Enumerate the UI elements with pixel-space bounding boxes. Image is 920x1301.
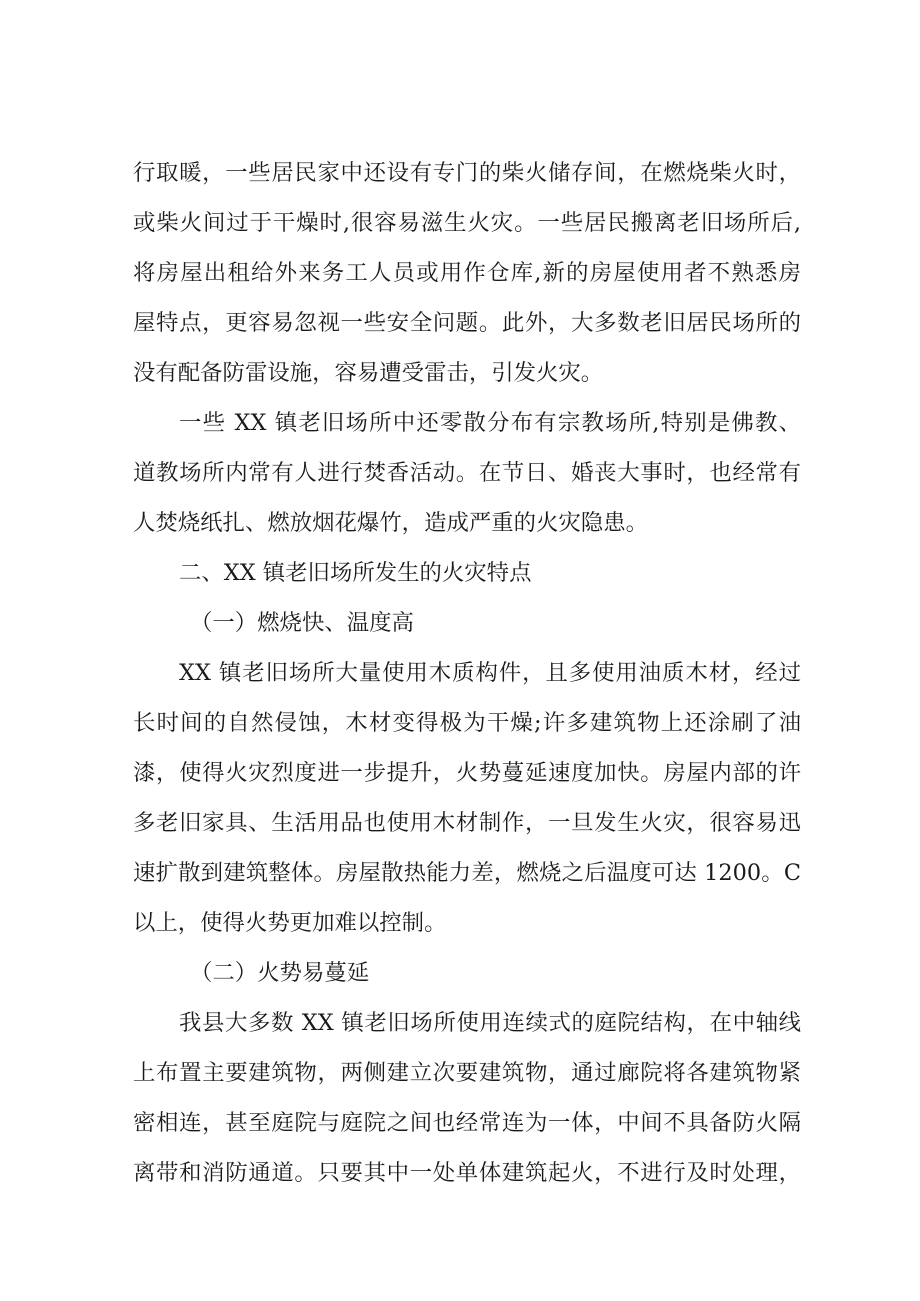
paragraph-line: 我县大多数 XX 镇老旧场所使用连续式的庭院结构，在中轴线 (179, 1010, 801, 1036)
paragraph-line: 道教场所内常有人进行焚香活动。在节日、婚丧大事时，也经常有 (133, 460, 801, 486)
paragraph-line: 密相连，甚至庭院与庭院之间也经常连为一体，中间不具备防火隔 (133, 1110, 801, 1136)
paragraph-line: 离带和消防通道。只要其中一处单体建筑起火，不进行及时处理， (133, 1160, 801, 1186)
paragraph-line: 人焚烧纸扎、燃放烟花爆竹，造成严重的火灾隐患。 (133, 510, 648, 536)
paragraph-line: 速扩散到建筑整体。房屋散热能力差，燃烧之后温度可达 1200。C (133, 860, 801, 886)
paragraph-line: 多老旧家具、生活用品也使用木材制作，一旦发生火灾，很容易迅 (133, 810, 801, 836)
section-heading: 二、XX 镇老旧场所发生的火灾特点 (179, 560, 532, 586)
paragraph-line: 行取暖，一些居民家中还设有专门的柴火储存间，在燃烧柴火时， (133, 160, 801, 186)
subsection-heading: （一）燃烧快、温度高 (190, 610, 414, 636)
paragraph-line: 长时间的自然侵蚀，木材变得极为干燥;许多建筑物上还涂刷了油 (133, 710, 801, 736)
paragraph-line: 一些 XX 镇老旧场所中还零散分布有宗教场所,特别是佛教、 (179, 410, 801, 436)
paragraph-line: 以上，使得火势更加难以控制。 (133, 910, 447, 936)
paragraph-line: 没有配备防雷设施，容易遭受雷击，引发火灾。 (133, 360, 604, 386)
subsection-heading: （二）火势易蔓延 (190, 960, 370, 986)
paragraph-line: 将房屋出租给外来务工人员或用作仓库,新的房屋使用者不熟悉房 (133, 260, 801, 286)
paragraph-line: 屋特点，更容易忽视一些安全问题。此外，大多数老旧居民场所的 (133, 310, 801, 336)
paragraph-line: 漆，使得火灾烈度进一步提升，火势蔓延速度加快。房屋内部的许 (133, 760, 801, 786)
paragraph-line: 或柴火间过于干燥时,很容易滋生火灾。一些居民搬离老旧场所后, (133, 210, 801, 236)
paragraph-line: XX 镇老旧场所大量使用木质构件，且多使用油质木材，经过 (179, 660, 801, 686)
paragraph-line: 上布置主要建筑物，两侧建立次要建筑物，通过廊院将各建筑物紧 (133, 1060, 801, 1086)
